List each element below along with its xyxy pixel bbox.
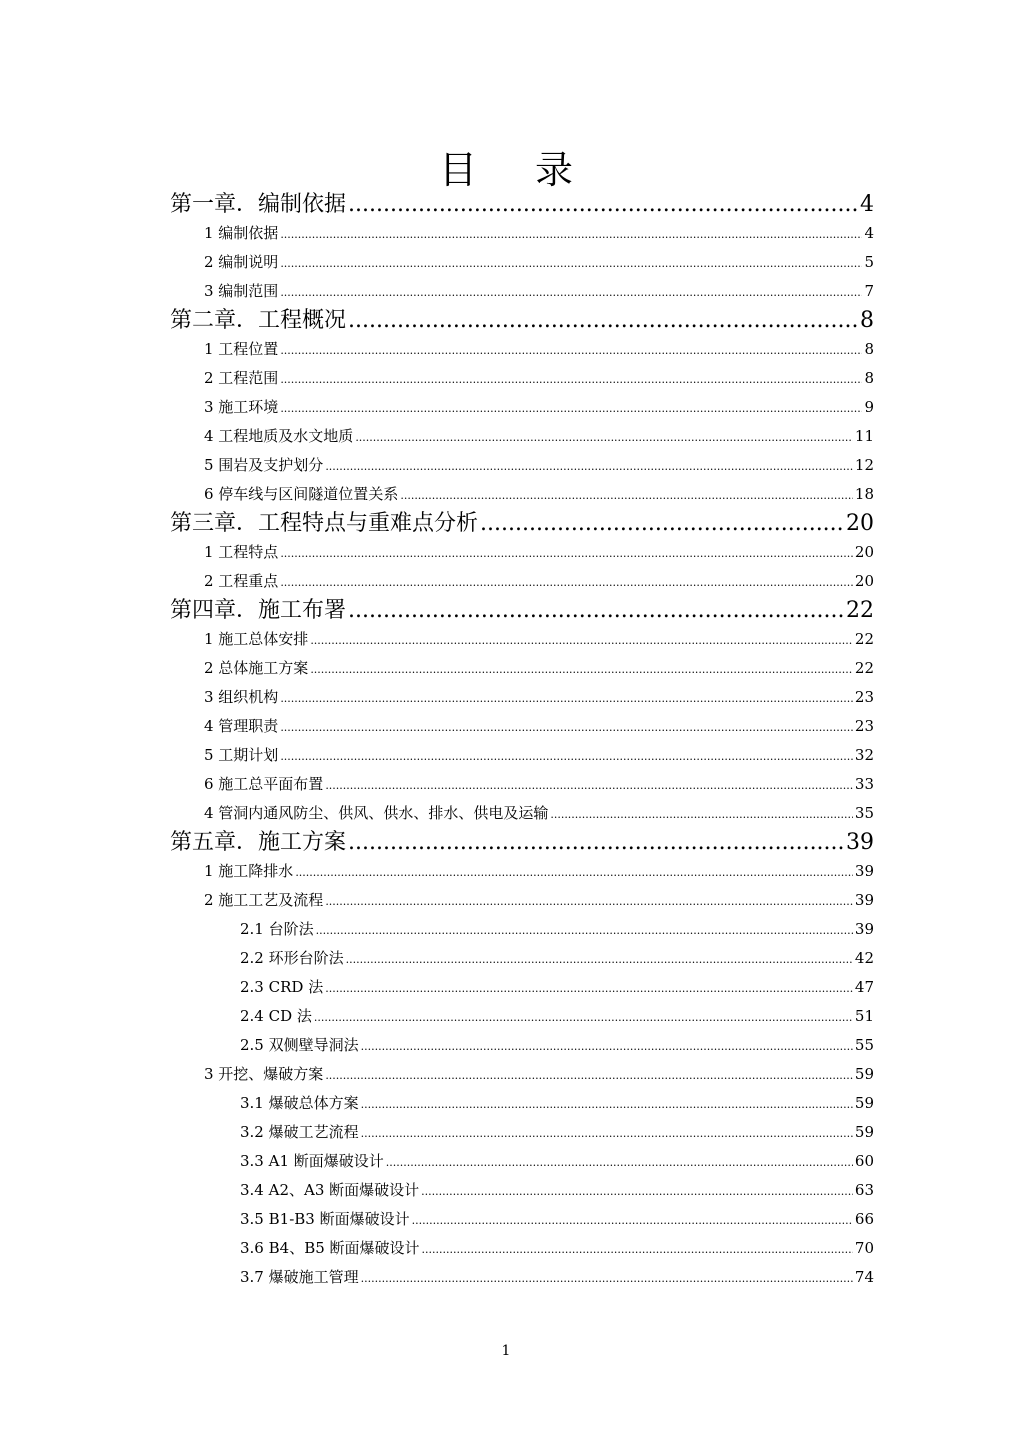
toc-entry-label: 3.2 爆破工艺流程 — [240, 1123, 359, 1141]
toc-entry-label: 1 施工降排水 — [204, 862, 294, 880]
toc-section-entry[interactable] — [170, 683, 874, 712]
toc-section-entry[interactable] — [170, 1060, 874, 1089]
toc-dot-leader — [325, 886, 853, 915]
toc-dot-leader — [325, 770, 853, 799]
toc-dot-leader — [355, 422, 853, 451]
toc-entry-label: 2.4 CD 法 — [240, 1007, 312, 1025]
toc-dot-leader — [325, 451, 853, 480]
toc-chapter-entry[interactable] — [170, 190, 874, 219]
toc-entry-label: 2 工程重点 — [204, 572, 279, 590]
toc-entry-page-number: 55 — [854, 1036, 874, 1054]
toc-entry-page-number: 12 — [854, 456, 874, 474]
toc-subsection-entry[interactable] — [170, 1031, 874, 1060]
toc-entry-page-number: 63 — [854, 1181, 874, 1199]
toc-entry-label: 4 管理职责 — [204, 717, 279, 735]
toc-section-entry[interactable] — [170, 364, 874, 393]
toc-entry-label: 3 编制范围 — [204, 282, 279, 300]
toc-subsection-entry[interactable] — [170, 1176, 874, 1205]
toc-section-entry[interactable] — [170, 451, 874, 480]
toc-entry-page-number: 47 — [854, 978, 874, 996]
toc-title — [0, 144, 1012, 196]
toc-dot-leader — [325, 973, 853, 1002]
toc-entry-page-number: 42 — [854, 949, 874, 967]
toc-entry-label: 3.4 A2、A3 断面爆破设计 — [240, 1181, 420, 1199]
toc-dot-leader — [348, 306, 858, 335]
toc-entry-label: 6 停车线与区间隧道位置关系 — [204, 485, 399, 503]
toc-entry-page-number: 33 — [854, 775, 874, 793]
toc-dot-leader — [280, 683, 853, 712]
toc-title-char-1: 目 — [438, 148, 477, 192]
toc-entry-label: 2 总体施工方案 — [204, 659, 309, 677]
toc-dot-leader — [400, 480, 853, 509]
toc-dot-leader — [348, 828, 844, 857]
toc-dot-leader — [280, 567, 853, 596]
toc-section-entry[interactable] — [170, 741, 874, 770]
toc-entry-page-number: 22 — [854, 659, 874, 677]
toc-section-entry[interactable] — [170, 712, 874, 741]
toc-dot-leader — [295, 857, 853, 886]
toc-dot-leader — [348, 190, 858, 219]
toc-subsection-entry[interactable] — [170, 1002, 874, 1031]
toc-section-entry[interactable] — [170, 248, 874, 277]
toc-dot-leader — [316, 915, 853, 944]
toc-entry-label: 第二章．工程概况 — [170, 308, 347, 333]
toc-entry-label: 1 工程位置 — [204, 340, 279, 358]
toc-entry-label: 第一章．编制依据 — [170, 192, 347, 217]
toc-entry-page-number: 8 — [860, 308, 874, 333]
toc-entry-page-number: 39 — [854, 891, 874, 909]
toc-subsection-entry[interactable] — [170, 1234, 874, 1263]
table-of-contents — [170, 190, 874, 1292]
toc-entry-page-number: 70 — [854, 1239, 874, 1257]
toc-dot-leader — [386, 1147, 853, 1176]
toc-dot-leader — [480, 509, 844, 538]
toc-section-entry[interactable] — [170, 567, 874, 596]
toc-dot-leader — [422, 1234, 853, 1263]
toc-entry-page-number: 66 — [854, 1210, 874, 1228]
toc-entry-label: 2 工程范围 — [204, 369, 279, 387]
toc-entry-label: 3.6 B4、B5 断面爆破设计 — [240, 1239, 420, 1257]
toc-section-entry[interactable] — [170, 219, 874, 248]
toc-dot-leader — [280, 712, 853, 741]
toc-dot-leader — [550, 799, 853, 828]
toc-entry-label: 5 围岩及支护划分 — [204, 456, 324, 474]
toc-chapter-entry[interactable] — [170, 596, 874, 625]
toc-entry-page-number: 32 — [854, 746, 874, 764]
toc-chapter-entry[interactable] — [170, 306, 874, 335]
toc-dot-leader — [412, 1205, 853, 1234]
toc-dot-leader — [325, 1060, 853, 1089]
toc-subsection-entry[interactable] — [170, 1205, 874, 1234]
toc-entry-page-number: 20 — [854, 543, 874, 561]
toc-dot-leader — [310, 625, 853, 654]
toc-entry-page-number: 23 — [854, 717, 874, 735]
toc-dot-leader — [280, 248, 862, 277]
toc-subsection-entry[interactable] — [170, 1118, 874, 1147]
toc-entry-label: 第四章．施工布署 — [170, 598, 347, 623]
toc-entry-page-number: 59 — [854, 1094, 874, 1112]
toc-chapter-entry[interactable] — [170, 509, 874, 538]
toc-entry-label: 2.3 CRD 法 — [240, 978, 324, 996]
toc-entry-page-number: 8 — [864, 369, 874, 387]
toc-entry-label: 1 工程特点 — [204, 543, 279, 561]
toc-entry-page-number: 22 — [854, 630, 874, 648]
toc-dot-leader — [348, 596, 844, 625]
toc-entry-page-number: 18 — [854, 485, 874, 503]
toc-entry-label: 3 开挖、爆破方案 — [204, 1065, 324, 1083]
toc-section-entry[interactable] — [170, 277, 874, 306]
toc-entry-label: 3 施工环境 — [204, 398, 279, 416]
toc-entry-label: 2.1 台阶法 — [240, 920, 314, 938]
toc-subsection-entry[interactable] — [170, 973, 874, 1002]
toc-entry-page-number: 7 — [864, 282, 874, 300]
toc-section-entry[interactable] — [170, 335, 874, 364]
toc-subsection-entry[interactable] — [170, 1089, 874, 1118]
toc-dot-leader — [280, 538, 853, 567]
toc-entry-page-number: 51 — [854, 1007, 874, 1025]
toc-dot-leader — [314, 1002, 853, 1031]
toc-entry-label: 3.3 A1 断面爆破设计 — [240, 1152, 384, 1170]
toc-entry-page-number: 9 — [864, 398, 874, 416]
toc-entry-label: 2.2 环形台阶法 — [240, 949, 344, 967]
toc-section-entry[interactable] — [170, 886, 874, 915]
toc-entry-label: 2 施工工艺及流程 — [204, 891, 324, 909]
toc-subsection-entry[interactable] — [170, 944, 874, 973]
toc-entry-label: 第三章．工程特点与重难点分析 — [170, 511, 479, 536]
toc-entry-page-number: 39 — [846, 830, 874, 855]
toc-dot-leader — [310, 654, 853, 683]
toc-entry-label: 1 编制依据 — [204, 224, 279, 242]
toc-subsection-entry[interactable] — [170, 1263, 874, 1292]
toc-dot-leader — [421, 1176, 853, 1205]
toc-entry-page-number: 74 — [854, 1268, 874, 1286]
toc-subsection-entry[interactable] — [170, 915, 874, 944]
toc-entry-label: 3.1 爆破总体方案 — [240, 1094, 359, 1112]
toc-entry-page-number: 22 — [846, 598, 874, 623]
toc-entry-page-number: 4 — [864, 224, 874, 242]
toc-section-entry[interactable] — [170, 625, 874, 654]
toc-dot-leader — [361, 1118, 853, 1147]
toc-section-entry[interactable] — [170, 393, 874, 422]
toc-chapter-entry[interactable] — [170, 828, 874, 857]
toc-dot-leader — [280, 219, 862, 248]
toc-entry-label: 3.7 爆破施工管理 — [240, 1268, 359, 1286]
toc-dot-leader — [280, 741, 853, 770]
toc-section-entry[interactable] — [170, 422, 874, 451]
toc-entry-label: 4 管洞内通风防尘、供风、供水、排水、供电及运输 — [204, 804, 549, 822]
toc-entry-page-number: 20 — [846, 511, 874, 536]
toc-entry-page-number: 39 — [854, 920, 874, 938]
toc-subsection-entry[interactable] — [170, 1147, 874, 1176]
toc-dot-leader — [280, 364, 862, 393]
toc-dot-leader — [361, 1263, 853, 1292]
toc-entry-page-number: 4 — [860, 192, 874, 217]
toc-entry-page-number: 59 — [854, 1123, 874, 1141]
toc-entry-label: 6 施工总平面布置 — [204, 775, 324, 793]
toc-entry-label: 4 工程地质及水文地质 — [204, 427, 354, 445]
toc-dot-leader — [361, 1031, 853, 1060]
toc-section-entry[interactable] — [170, 799, 874, 828]
toc-entry-label: 2 编制说明 — [204, 253, 279, 271]
toc-section-entry[interactable] — [170, 538, 874, 567]
toc-entry-label: 3.5 B1-B3 断面爆破设计 — [240, 1210, 410, 1228]
toc-dot-leader — [361, 1089, 853, 1118]
toc-entry-page-number: 20 — [854, 572, 874, 590]
toc-dot-leader — [280, 277, 862, 306]
toc-entry-page-number: 23 — [854, 688, 874, 706]
toc-section-entry[interactable] — [170, 654, 874, 683]
toc-entry-label: 5 工期计划 — [204, 746, 279, 764]
toc-entry-label: 1 施工总体安排 — [204, 630, 309, 648]
toc-dot-leader — [280, 393, 862, 422]
toc-entry-page-number: 59 — [854, 1065, 874, 1083]
toc-title-char-2: 录 — [535, 148, 574, 192]
toc-section-entry[interactable] — [170, 480, 874, 509]
toc-entry-page-number: 8 — [864, 340, 874, 358]
toc-dot-leader — [346, 944, 853, 973]
toc-entry-label: 2.5 双侧壁导洞法 — [240, 1036, 359, 1054]
toc-entry-page-number: 35 — [854, 804, 874, 822]
toc-entry-label: 第五章．施工方案 — [170, 830, 347, 855]
toc-entry-page-number: 11 — [854, 427, 874, 445]
toc-section-entry[interactable] — [170, 770, 874, 799]
page-number: 1 — [501, 1343, 511, 1359]
toc-dot-leader — [280, 335, 862, 364]
toc-entry-page-number: 39 — [854, 862, 874, 880]
toc-entry-page-number: 5 — [864, 253, 874, 271]
toc-entry-page-number: 60 — [854, 1152, 874, 1170]
toc-section-entry[interactable] — [170, 857, 874, 886]
toc-entry-label: 3 组织机构 — [204, 688, 279, 706]
